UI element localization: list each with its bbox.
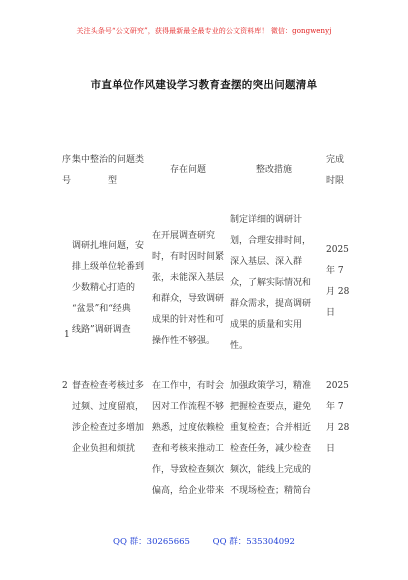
row-category: 调研扎堆问题，安 排上级单位轮番到 少数精心打造的 “盆景”和“经典 线路”调研调查 bbox=[72, 241, 145, 335]
row-problem: 在开展调查研究 时，有时因时间紧 张，未能深入基层 和群众，导致调研 成果的针对性和可 操作性不够强。 bbox=[152, 231, 225, 346]
promo-banner: 关注头条号“公文研究”，获得最新最全最专业的公文资料库！ 微信：gongwenyj bbox=[76, 27, 332, 35]
row-deadline: 2025 年 7 月 28 日 bbox=[326, 381, 350, 454]
row-problem: 在工作中，有时会 因对工作流程不够 熟悉，过度依赖检 查和考核来推动工 作，导致检查频次 偏高，给企业带来 bbox=[152, 381, 225, 496]
row-measure: 加强政策学习，精准 把握检查要点，避免 重复检查；合并相近 检查任务，减少检查 频次，能线上完成的 不现场检查；精简台 bbox=[230, 381, 312, 496]
header-category: 集中整治的问题类 型 bbox=[72, 155, 145, 186]
row-index: 2 bbox=[62, 381, 68, 391]
row-index: 1 bbox=[64, 330, 70, 340]
document-title: 市直单位作风建设学习教育查摆的突出问题清单 bbox=[90, 79, 318, 91]
row-category: 督查检查考核过多 过频、过度留痕， 涉企检查过多增加 企业负担和烦扰 bbox=[72, 381, 145, 454]
qq-group-2: QQ 群：535304092 bbox=[212, 537, 295, 547]
row-measure: 制定详细的调研计 划，合理安排时间， 深入基层、深入群 众，了解实际情况和 群众需求，提高调研 成果的质量和实用 性。 bbox=[230, 215, 312, 351]
footer-qq-groups bbox=[0, 535, 408, 547]
qq-group-1: QQ 群：30265665 bbox=[113, 537, 190, 547]
header-deadline: 完成 时限 bbox=[326, 155, 345, 186]
header-measure: 整改措施 bbox=[256, 165, 293, 175]
header-index: 序 号 bbox=[62, 155, 72, 186]
header-problem: 存在问题 bbox=[170, 165, 207, 175]
row-deadline: 2025 年 7 月 28 日 bbox=[326, 245, 350, 318]
